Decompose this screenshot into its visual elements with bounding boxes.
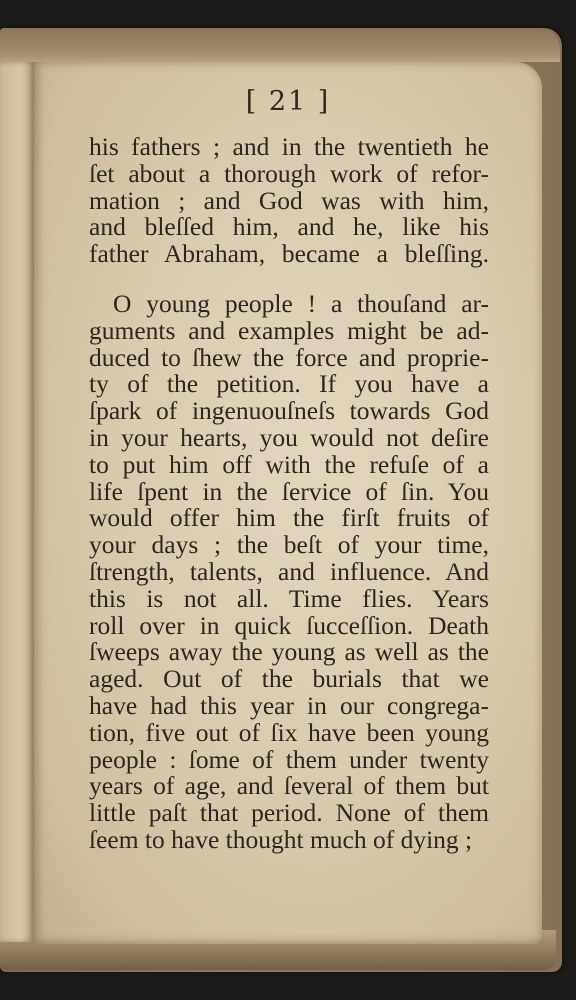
text-line: years of age, and ſeveral of them but [89,771,489,801]
text-line: ſeem to have thought much of dying ; [89,824,473,854]
text-line: roll over in quick ſucceſſion. Death [89,610,489,640]
text-line: to put him off with the refuſe of a [89,449,489,479]
text-line: in your hearts, you would not deſire [89,422,489,452]
text-line: and bleſſed him, and he, like his [89,212,489,242]
text-line: ty of the petition. If you have a [89,369,489,399]
text-line: your days ; the beſt of your time, [89,530,489,560]
text-line: guments and examples might be ad- [89,315,489,345]
paragraph-gap [89,268,489,291]
page-text [89,134,489,854]
text-line: ſet about a thorough work of refor- [89,158,489,188]
text-line: mation ; and God was with him, [89,185,489,215]
text-line: have had this year in our congrega- [89,690,489,720]
paragraph-1 [89,134,489,268]
text-line: O young people ! a thouſand ar- [113,288,489,318]
text-line: duced to ſhew the force and proprie- [89,342,489,372]
text-line: tion, five out of ſix have been young [89,717,489,747]
text-line: would offer him the firſt fruits of [89,503,489,533]
text-line: little paſt that period. None of them [89,798,489,828]
text-line: his fathers ; and in the twentieth he [89,132,489,161]
cover-top-edge [0,28,560,62]
text-line: ſtrength, talents, and influence. And [89,556,489,586]
text-line: life ſpent in the ſervice of ſin. You [89,476,489,506]
text-line: this is not all. Time flies. Years [89,583,489,613]
text-line: ſpark of ingenuouſneſs towards God [89,396,489,426]
previous-page-edge [0,62,34,942]
paragraph-2 [89,288,489,854]
text-line: people : ſome of them under twenty [89,744,489,774]
book-page [34,62,542,944]
text-line: aged. Out of the burials that we [89,664,489,694]
text-line: father Abraham, became a bleſſing. [89,239,489,269]
page-number: [ 21 ] [245,86,331,117]
text-line: ſweeps away the young as well as the [89,637,489,667]
